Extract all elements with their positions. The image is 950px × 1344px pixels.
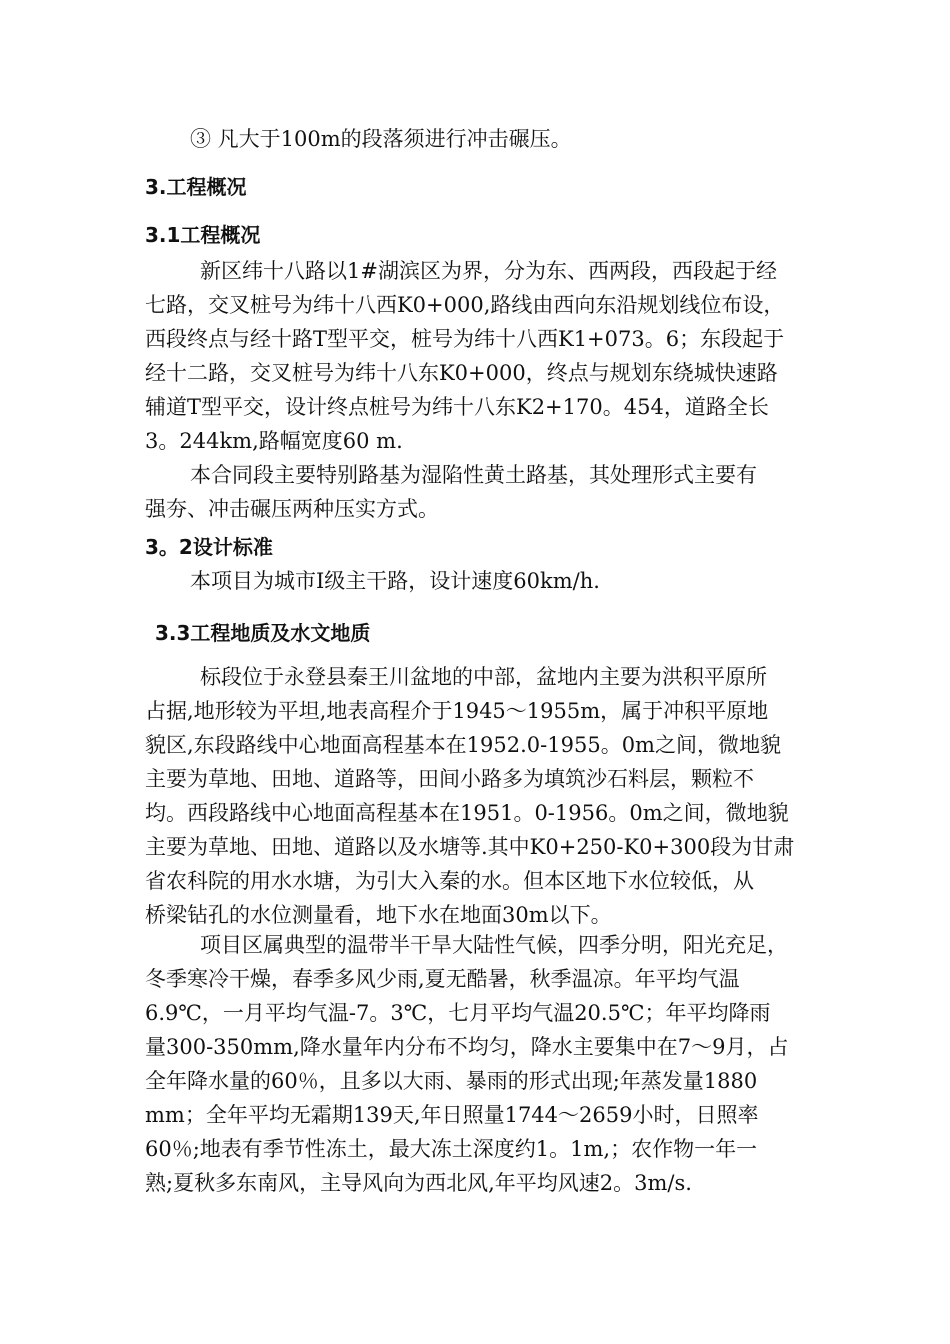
paragraph-line: 本项目为城市Ⅰ级主干路，设计速度60km/h. <box>190 569 600 593</box>
paragraph-line: 冬季寒冷干燥，春季多风少雨,夏无酷暑，秋季温凉。年平均气温 <box>145 967 740 991</box>
paragraph-line: 桥梁钻孔的水位测量看，地下水在地面30m以下。 <box>145 903 612 927</box>
paragraph-line: 主要为草地、田地、道路以及水塘等.其中K0+250-K0+300段为甘肃 <box>145 835 795 859</box>
section-3-1-heading: 3.1工程概况 <box>145 223 261 247</box>
paragraph-line: 标段位于永登县秦王川盆地的中部，盆地内主要为洪积平原所 <box>200 665 767 689</box>
paragraph-line: 经十二路，交叉桩号为纬十八东K0+000，终点与规划东绕城快速路 <box>145 361 778 385</box>
paragraph-line: 熟;夏秋多东南风，主导风向为西北风,年平均风速2。3m/s. <box>145 1171 692 1195</box>
section-3-3-heading: 3.3工程地质及水文地质 <box>155 621 371 645</box>
list-item-3: ③ 凡大于100m的段落须进行冲击碾压。 <box>190 127 572 151</box>
paragraph-line: mm；全年平均无霜期139天,年日照量1744～2659小时，日照率 <box>145 1103 759 1127</box>
paragraph-line: 6.9℃，一月平均气温-7。3℃，七月平均气温20.5℃；年平均降雨 <box>145 1001 771 1025</box>
paragraph-line: 强夯、冲击碾压两种压实方式。 <box>145 497 439 521</box>
paragraph-line: 全年降水量的60％，且多以大雨、暴雨的形式出现;年蒸发量1880 <box>145 1069 758 1093</box>
paragraph-line: 主要为草地、田地、道路等，田间小路多为填筑沙石料层，颗粒不 <box>145 767 754 791</box>
paragraph-line: 省农科院的用水水塘，为引大入秦的水。但本区地下水位较低，从 <box>145 869 754 893</box>
paragraph-line: 七路，交叉桩号为纬十八西K0+000,路线由西向东沿规划线位布设， <box>145 293 785 317</box>
paragraph-line: 量300-350mm,降水量年内分布不均匀，降水主要集中在7～9月，占 <box>145 1035 789 1059</box>
paragraph-line: 西段终点与经十路T型平交，桩号为纬十八西K1+073。6；东段起于 <box>145 327 785 351</box>
paragraph-line: 3。244km,路幅宽度60 m. <box>145 429 403 453</box>
paragraph-line: 项目区属典型的温带半干旱大陆性气候，四季分明，阳光充足， <box>200 933 788 957</box>
paragraph-line: 60％;地表有季节性冻土，最大冻土深度约1。1m,；农作物一年一 <box>145 1137 758 1161</box>
section-3-heading: 3.工程概况 <box>145 175 247 199</box>
paragraph-line: 本合同段主要特别路基为湿陷性黄土路基，其处理形式主要有 <box>190 463 757 487</box>
paragraph-line: 新区纬十八路以1#湖滨区为界，分为东、西两段，西段起于经 <box>200 259 777 283</box>
paragraph-line: 辅道T型平交，设计终点桩号为纬十八东K2+170。454，道路全长 <box>145 395 769 419</box>
paragraph-line: 占据,地形较为平坦,地表高程介于1945～1955m，属于冲积平原地 <box>145 699 769 723</box>
section-3-2-heading: 3。2设计标准 <box>145 535 273 559</box>
paragraph-line: 均。西段路线中心地面高程基本在1951。0-1956。0m之间，微地貌 <box>145 801 789 825</box>
paragraph-line: 貌区,东段路线中心地面高程基本在1952.0-1955。0m之间，微地貌 <box>145 733 781 757</box>
